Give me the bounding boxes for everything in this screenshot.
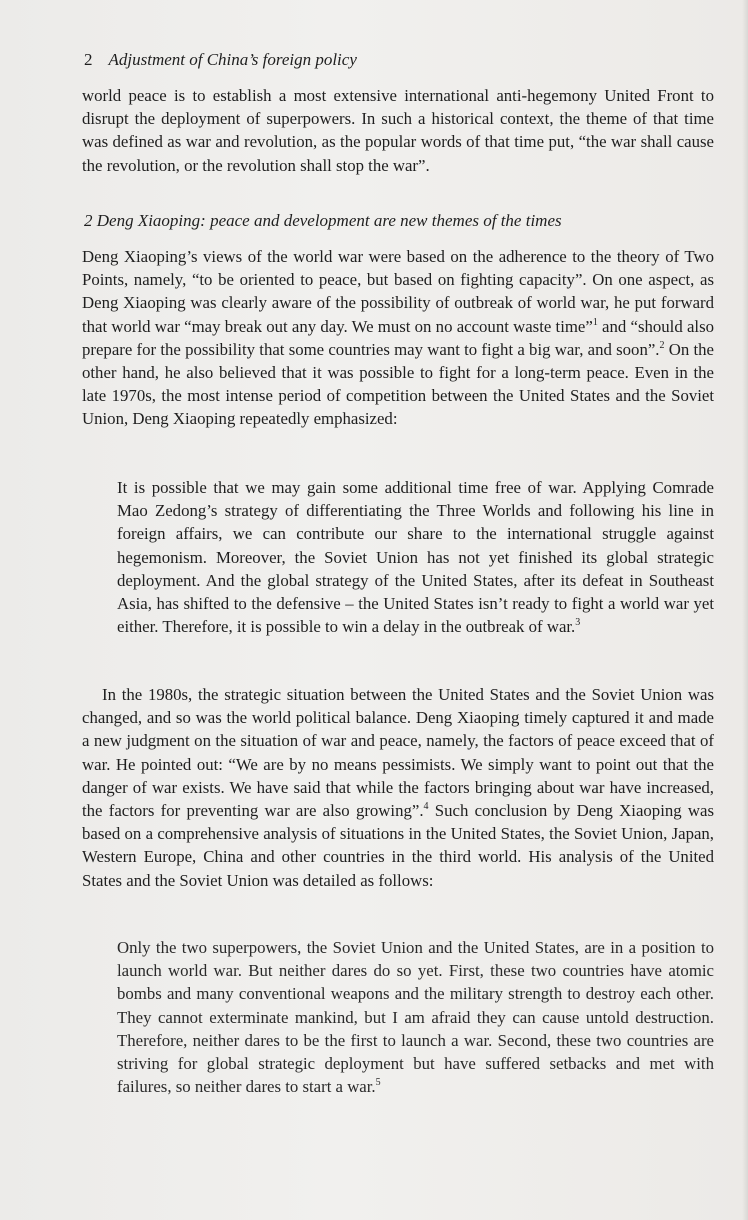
footnote-marker-2: 2 — [659, 339, 665, 351]
block-quote-1-text: It is possible that we may gain some additional time free of war. Applying Comrade Mao Zedong’s strategy of differentiating the Three Worlds and following his line in foreign affairs, we can contribute our share to the international struggle against hegemonism. Moreover, the Soviet Union has not yet finished its global strategic deployment. And the global strategy of the United States, after its defeat in Southeast Asia, has shifted to the defensive – the United States isn’t ready to fight a world war yet either. Therefore, it is possible to win a delay in the outbreak of war. — [117, 478, 714, 637]
paragraph-2 — [82, 245, 714, 431]
footnote-marker-1: 1 — [592, 316, 598, 328]
page-edge-shadow — [742, 0, 748, 1220]
paragraph-3 — [82, 683, 714, 892]
block-quote-1 — [117, 476, 714, 638]
footnote-marker-5: 5 — [375, 1077, 381, 1089]
block-quote-2-text: Only the two superpowers, the Soviet Union and the United States, are in a position to launch world war. But neither dares do so yet. First, these two countries have atomic bombs and many conventional weapons and the military strength to destroy each other. They cannot exterminate mankind, but I am afraid they can cause untold destruction. Therefore, neither dares to be the first to launch a war. Second, these two countries are striving for global strategic deployment but have suffered setbacks and met with failures, so neither dares to start a war. — [117, 938, 714, 1097]
paragraph-2-part-b: and “should also prepare for the possibility that some countries may want to fight a big war, and soon”. — [82, 316, 714, 359]
paragraph-1-text: world peace is to establish a most extensive international anti-hegemony United Front to disrupt the deployment of superpowers. In such a historical context, the theme of that time was defined as war and revolution, as the popular words of that time put, “the war shall cause the revolution, or the revolution shall stop the war”. — [82, 86, 714, 175]
running-head — [84, 50, 357, 70]
footnote-marker-4: 4 — [423, 801, 429, 813]
paragraph-3-part-a: In the 1980s, the strategic situation between the United States and the Soviet Union was changed, and so was the world political balance. Deng Xiaoping timely captured it and made a new judgment on the situation of war and peace, namely, the factors of peace exceed that of war. He pointed out: “We are by no means pessimists. We simply want to point out that the danger of war exists. We have said that while the factors bringing about war have increased, the factors for preventing war are also growing”. — [82, 685, 714, 821]
section-heading: 2 Deng Xiaoping: peace and development are new themes of the times — [84, 211, 562, 230]
block-quote-2 — [117, 936, 714, 1098]
paragraph-1 — [82, 84, 714, 177]
footnote-marker-3: 3 — [575, 617, 581, 629]
paragraph-3-part-b: Such conclusion by Deng Xiaoping was based on a comprehensive analysis of situations in the United States, the Soviet Union, Japan, Western Europe, China and other countries in the third world. His analysis of the United States and the Soviet Union was detailed as follows: — [82, 801, 714, 890]
chapter-title: Adjustment of China’s foreign policy — [108, 50, 357, 69]
paragraph-2-part-a: Deng Xiaoping’s views of the world war were based on the adherence to the theory of Two Points, namely, “to be oriented to peace, but based on fighting capacity”. On one aspect, as Deng Xiaoping was clearly aware of the possibility of outbreak of world war, he put forward that world war “may break out any day. We must on no account waste time” — [82, 247, 714, 336]
paragraph-2-part-c: On the other hand, he also believed that it was possible to fight for a long-term peace. Even in the late 1970s, the most intense period of competition between the United States and the Soviet Union, Deng Xiaoping repeatedly emphasized: — [82, 339, 715, 429]
page-number: 2 — [84, 50, 93, 69]
